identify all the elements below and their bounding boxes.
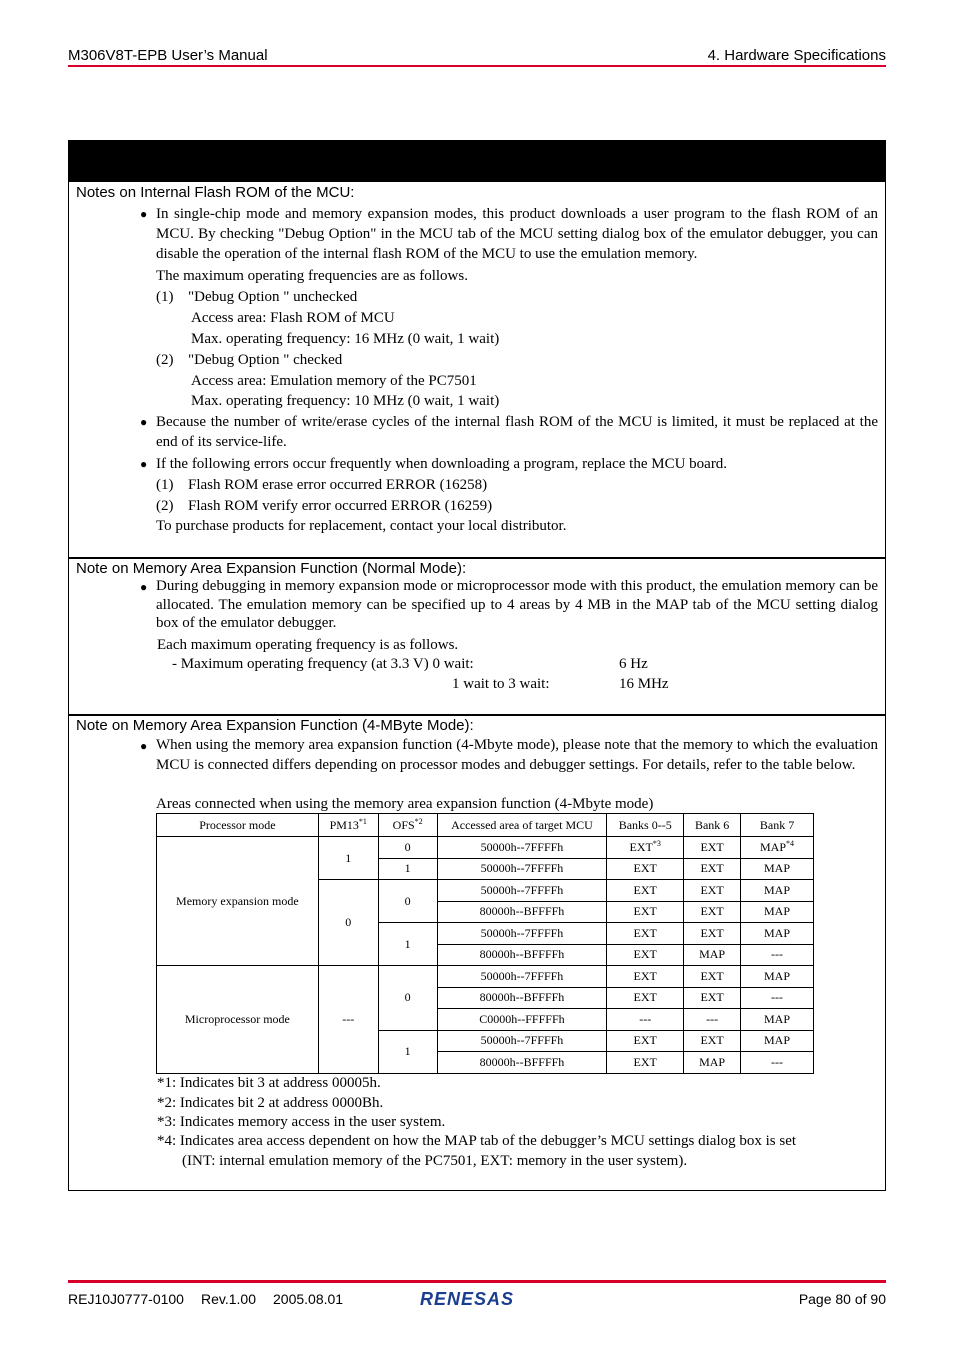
freq-1to3-wait-value: 16 MHz [619,676,669,692]
bank-cell: MAP [741,901,814,923]
table-row [157,966,814,988]
footer-page-number: Page 80 of 90 [798,1291,886,1307]
bank-cell: MAP [741,923,814,945]
bank-cell: --- [607,1009,684,1031]
header-section-title: 4. Hardware Specifications [707,47,886,64]
bank-cell: EXT [607,966,684,988]
bank-cell: EXT [684,837,741,859]
list-detail-max-frequency: Max. operating frequency: 10 MHz (0 wait, 1 wait) [191,393,500,409]
area-cell: C0000h--FFFFFh [437,1009,607,1031]
bank-cell: EXT [607,858,684,880]
bullet-icon: ● [140,457,148,471]
area-cell: 50000h--7FFFFh [437,923,607,945]
list-detail-max-frequency: Max. operating frequency: 16 MHz (0 wait, 1 wait) [191,331,500,347]
area-cell: 50000h--7FFFFh [437,1030,607,1052]
bank-cell: MAP [741,1030,814,1052]
list-number: (2) [156,352,174,368]
ofs-cell: 0 [378,880,437,923]
list-number: (1) [156,289,174,305]
bank-cell: MAP [684,1052,741,1074]
ofs-cell: 0 [378,837,437,859]
footnote-4: *4: Indicates area access dependent on how the MAP tab of the debugger’s MCU settings dialog box is set [157,1133,797,1149]
bank-cell: EXT$^{*3}$ [607,837,684,859]
bank-cell: EXT [684,858,741,880]
list-number: (2) [156,498,174,514]
area-cell: 80000h--BFFFFh [437,944,607,966]
mode-cell: Microprocessor mode [157,966,319,1074]
header-processor-mode: Processor mode [157,814,319,837]
ofs-cell: 1 [378,923,437,966]
footer-doc-number: REJ10J0777-0100 [68,1291,184,1307]
bank-cell: EXT [684,880,741,902]
footer-date: 2005.08.01 [273,1291,344,1307]
area-cell: 50000h--7FFFFh [437,837,607,859]
flash-note-3-text: If the following errors occur frequently when downloading a program, replace the MCU board. [156,456,728,472]
area-cell: 50000h--7FFFFh [437,966,607,988]
renesas-logo: RENESAS [420,1289,515,1309]
bank-cell: MAP [741,858,814,880]
bank-cell: EXT [607,944,684,966]
header-banks-0-5: Banks 0--5 [607,814,684,837]
header-pm13: PM13$^{*1}$ [318,814,378,837]
bank-cell: MAP [741,1009,814,1031]
table-row [157,837,814,859]
section-flash-rom-title: Notes on Internal Flash ROM of the MCU: [76,184,355,201]
header-rule [68,65,886,67]
list-number: (1) [156,477,174,493]
footer-rule [68,1280,886,1283]
freq-0-wait-value: 6 Hz [619,656,648,672]
freq-0-wait-label: - Maximum operating frequency (at 3.3 V) 0 wait: [172,656,474,672]
bank-cell: MAP$^{*4}$ [741,837,814,859]
table-header-row [157,814,814,837]
footnote-2: *2: Indicates bit 2 at address 0000Bh. [157,1095,384,1111]
header-bank-6: Bank 6 [684,814,741,837]
bank-cell: --- [741,944,814,966]
connected-areas-table [156,813,814,1074]
footnote-3: *3: Indicates memory access in the user system. [157,1114,446,1130]
area-cell: 80000h--BFFFFh [437,901,607,923]
bank-cell: --- [741,1052,814,1074]
bank-cell: MAP [684,944,741,966]
mode-cell: Memory expansion mode [157,837,319,966]
bank-cell: --- [741,987,814,1009]
bank-cell: EXT [607,1030,684,1052]
header-accessed-area: Accessed area of target MCU [437,814,607,837]
bank-cell: EXT [684,987,741,1009]
footnote-4-continued: (INT: internal emulation memory of the PC7501, EXT: memory in the user system). [182,1153,688,1169]
area-cell: 80000h--BFFFFh [437,1052,607,1074]
normal-mode-note-text: During debugging in memory expansion mode or microprocessor mode with this product, the emulation memory can be allocated. The emulation memory can be specified up to 4 areas by 4 MB in the MAP tab of the MCU setting dialog box of the emulator debugger. [156,578,878,631]
normal-mode-freq-intro: Each maximum operating frequency is as follows. [157,637,459,653]
ofs-cell: 1 [378,858,437,880]
bank-cell: EXT [684,966,741,988]
pm13-cell: --- [318,966,378,1074]
flash-note-1-freq-intro: The maximum operating frequencies are as follows. [156,268,468,284]
bank-cell: --- [684,1009,741,1031]
bullet-icon: ● [140,415,148,429]
header-ofs: OFS$^{*2}$ [378,814,437,837]
list-item-debug-checked: "Debug Option " checked [188,352,343,368]
bank-cell: EXT [607,880,684,902]
bank-cell: EXT [684,923,741,945]
header-manual-title: M306V8T-EPB User’s Manual [68,47,268,64]
bank-cell: EXT [607,1052,684,1074]
list-item-erase-error: Flash ROM erase error occurred ERROR (16258) [188,477,488,493]
bank-cell: EXT [607,923,684,945]
area-cell: 80000h--BFFFFh [437,987,607,1009]
pm13-cell: 0 [318,880,378,966]
bullet-icon: ● [140,739,148,753]
bank-cell: MAP [741,966,814,988]
ofs-cell: 0 [378,966,437,1031]
footnote-1: *1: Indicates bit 3 at address 00005h. [157,1075,381,1091]
bullet-icon: ● [140,207,148,221]
bullet-icon: ● [140,580,148,594]
table-caption: Areas connected when using the memory area expansion function (4-Mbyte mode) [156,796,654,812]
bank-cell: EXT [607,901,684,923]
list-item-verify-error: Flash ROM verify error occurred ERROR (16259) [188,498,493,514]
bank-cell: MAP [741,880,814,902]
flash-note-3-tail: To purchase products for replacement, contact your local distributor. [156,518,567,534]
ofs-cell: 1 [378,1030,437,1073]
list-detail-access-area: Access area: Flash ROM of MCU [191,310,395,326]
4mbyte-note-text: When using the memory area expansion function (4-Mbyte mode), please note that the memory to which the evaluation MCU is connected differs depending on processor modes and debugger settings. For details, refer to the table below. [156,737,878,773]
flash-note-2-text: Because the number of write/erase cycles of the internal flash ROM of the MCU is limited, it must be replaced at the end of its service-life. [156,414,878,450]
bank-cell: EXT [607,987,684,1009]
flash-note-1-text: In single-chip mode and memory expansion modes, this product downloads a user program to the flash ROM of an MCU. By checking "Debug Option" in the MCU tab of the MCU setting dialog box of the emulator debugger, you can disable the operation of the internal flash ROM of the MCU to use the emulation memory. [156,206,878,262]
section-4mbyte-mode-title: Note on Memory Area Expansion Function (4-MByte Mode): [76,717,474,734]
pm13-cell: 1 [318,837,378,880]
header-bank-7: Bank 7 [741,814,814,837]
freq-1to3-wait-label: 1 wait to 3 wait: [452,676,550,692]
title-bar [68,140,886,181]
area-cell: 50000h--7FFFFh [437,858,607,880]
bank-cell: EXT [684,1030,741,1052]
bank-cell: EXT [684,901,741,923]
list-item-debug-unchecked: "Debug Option " unchecked [188,289,358,305]
section-normal-mode-title: Note on Memory Area Expansion Function (Normal Mode): [76,560,467,577]
list-detail-access-area: Access area: Emulation memory of the PC7501 [191,373,477,389]
footer-revision: Rev.1.00 [201,1291,256,1307]
area-cell: 50000h--7FFFFh [437,880,607,902]
